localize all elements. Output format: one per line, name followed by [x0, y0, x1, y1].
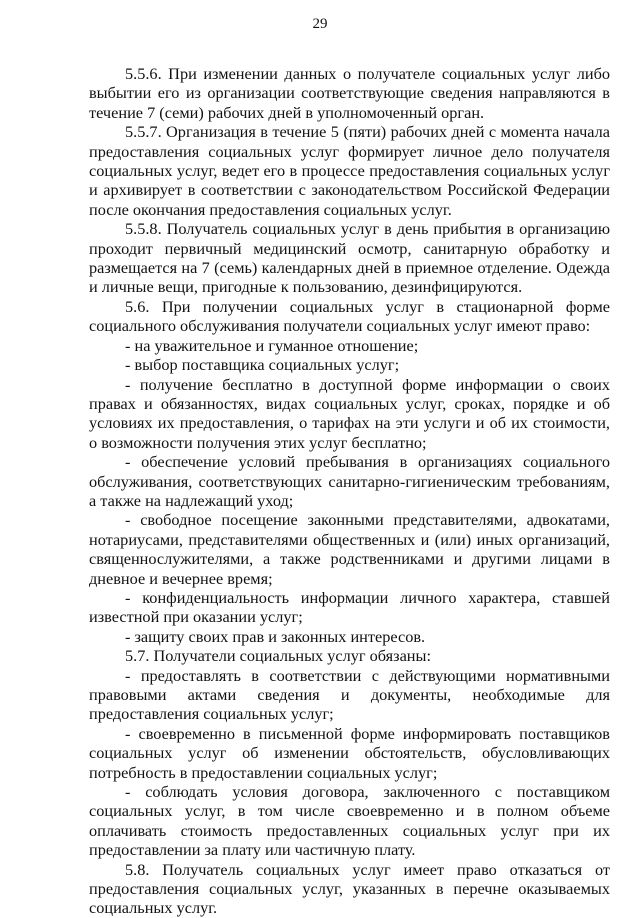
right-item: - конфиденциальность информации личного характера, ставшей известной при оказании услуг;	[89, 587, 610, 627]
paragraph-5-5-8: 5.5.8. Получатель социальных услуг в день прибытия в организацию проходит первичный медицинский осмотр, санитарную обработку и размещается на 7 (семь) календарных дней в приемное отделение. Одежда и личные вещи, пригодные к пользованию, дезинфицируются.	[89, 219, 610, 297]
paragraph-5-5-7: 5.5.7. Организация в течение 5 (пяти) рабочих дней с момента начала предоставления социальных услуг формирует личное дело получателя социальных услуг, ведет его в процессе предоставления социальных услуг и архивирует в соответствии с законодательством Российской Федерации после окончания предоставления социальных услуг.	[89, 122, 610, 219]
right-item: - выбор поставщика социальных услуг;	[125, 355, 400, 375]
right-item: - получение бесплатно в доступной форме информации о своих правах и обязанностях, видах социальных услуг, сроках, порядке и об условиях их предоставления, о тарифах на эти услуги и об их стоимости, о возможности получения этих услуг бесплатно;	[89, 374, 610, 452]
right-item: - обеспечение условий пребывания в организациях социального обслуживания, соответствующих санитарно-гигиеническим требованиям, а также на надлежащий уход;	[89, 452, 610, 510]
paragraph-5-5-6: 5.5.6. При изменении данных о получателе социальных услуг либо выбытии его из организации соответствующие сведения направляются в течение 7 (семи) рабочих дней в уполномоченный орган.	[89, 64, 610, 122]
right-item: - свободное посещение законными представителями, адвокатами, нотариусами, представителями общественных и (или) иных организаций, священнослужителями, а также родственниками и другими лицами в дневное и вечернее время;	[89, 510, 610, 588]
page-number: 29	[312, 16, 328, 32]
duty-item: - предоставлять в соответствии с действующими нормативными правовыми актами сведения и документы, необходимые для предоставления социальных услуг;	[89, 665, 610, 724]
paragraph-5-7: 5.7. Получатели социальных услуг обязаны:	[125, 646, 431, 666]
right-item: - защиту своих прав и законных интересов.	[125, 626, 426, 646]
duty-item: - соблюдать условия договора, заключенного с поставщиком социальных услуг, в том числе своевременно и в полном объеме оплачивать стоимость предоставленных социальных услуг при их предоставлении за плату или частичную плату.	[89, 782, 610, 860]
paragraph-5-8: 5.8. Получатель социальных услуг имеет право отказаться от предоставления социальных услуг, указанных в перечне оказываемых социальных услуг.	[89, 859, 610, 918]
document-body	[89, 64, 610, 918]
duty-item: - своевременно в письменной форме информировать поставщиков социальных услуг об изменении обстоятельств, обусловливающих потребность в предоставлении социальных услуг;	[89, 723, 610, 782]
paragraph-5-6: 5.6. При получении социальных услуг в стационарной форме социального обслуживания получатели социальных услуг имеют право:	[89, 296, 610, 336]
right-item: - на уважительное и гуманное отношение;	[125, 335, 419, 355]
